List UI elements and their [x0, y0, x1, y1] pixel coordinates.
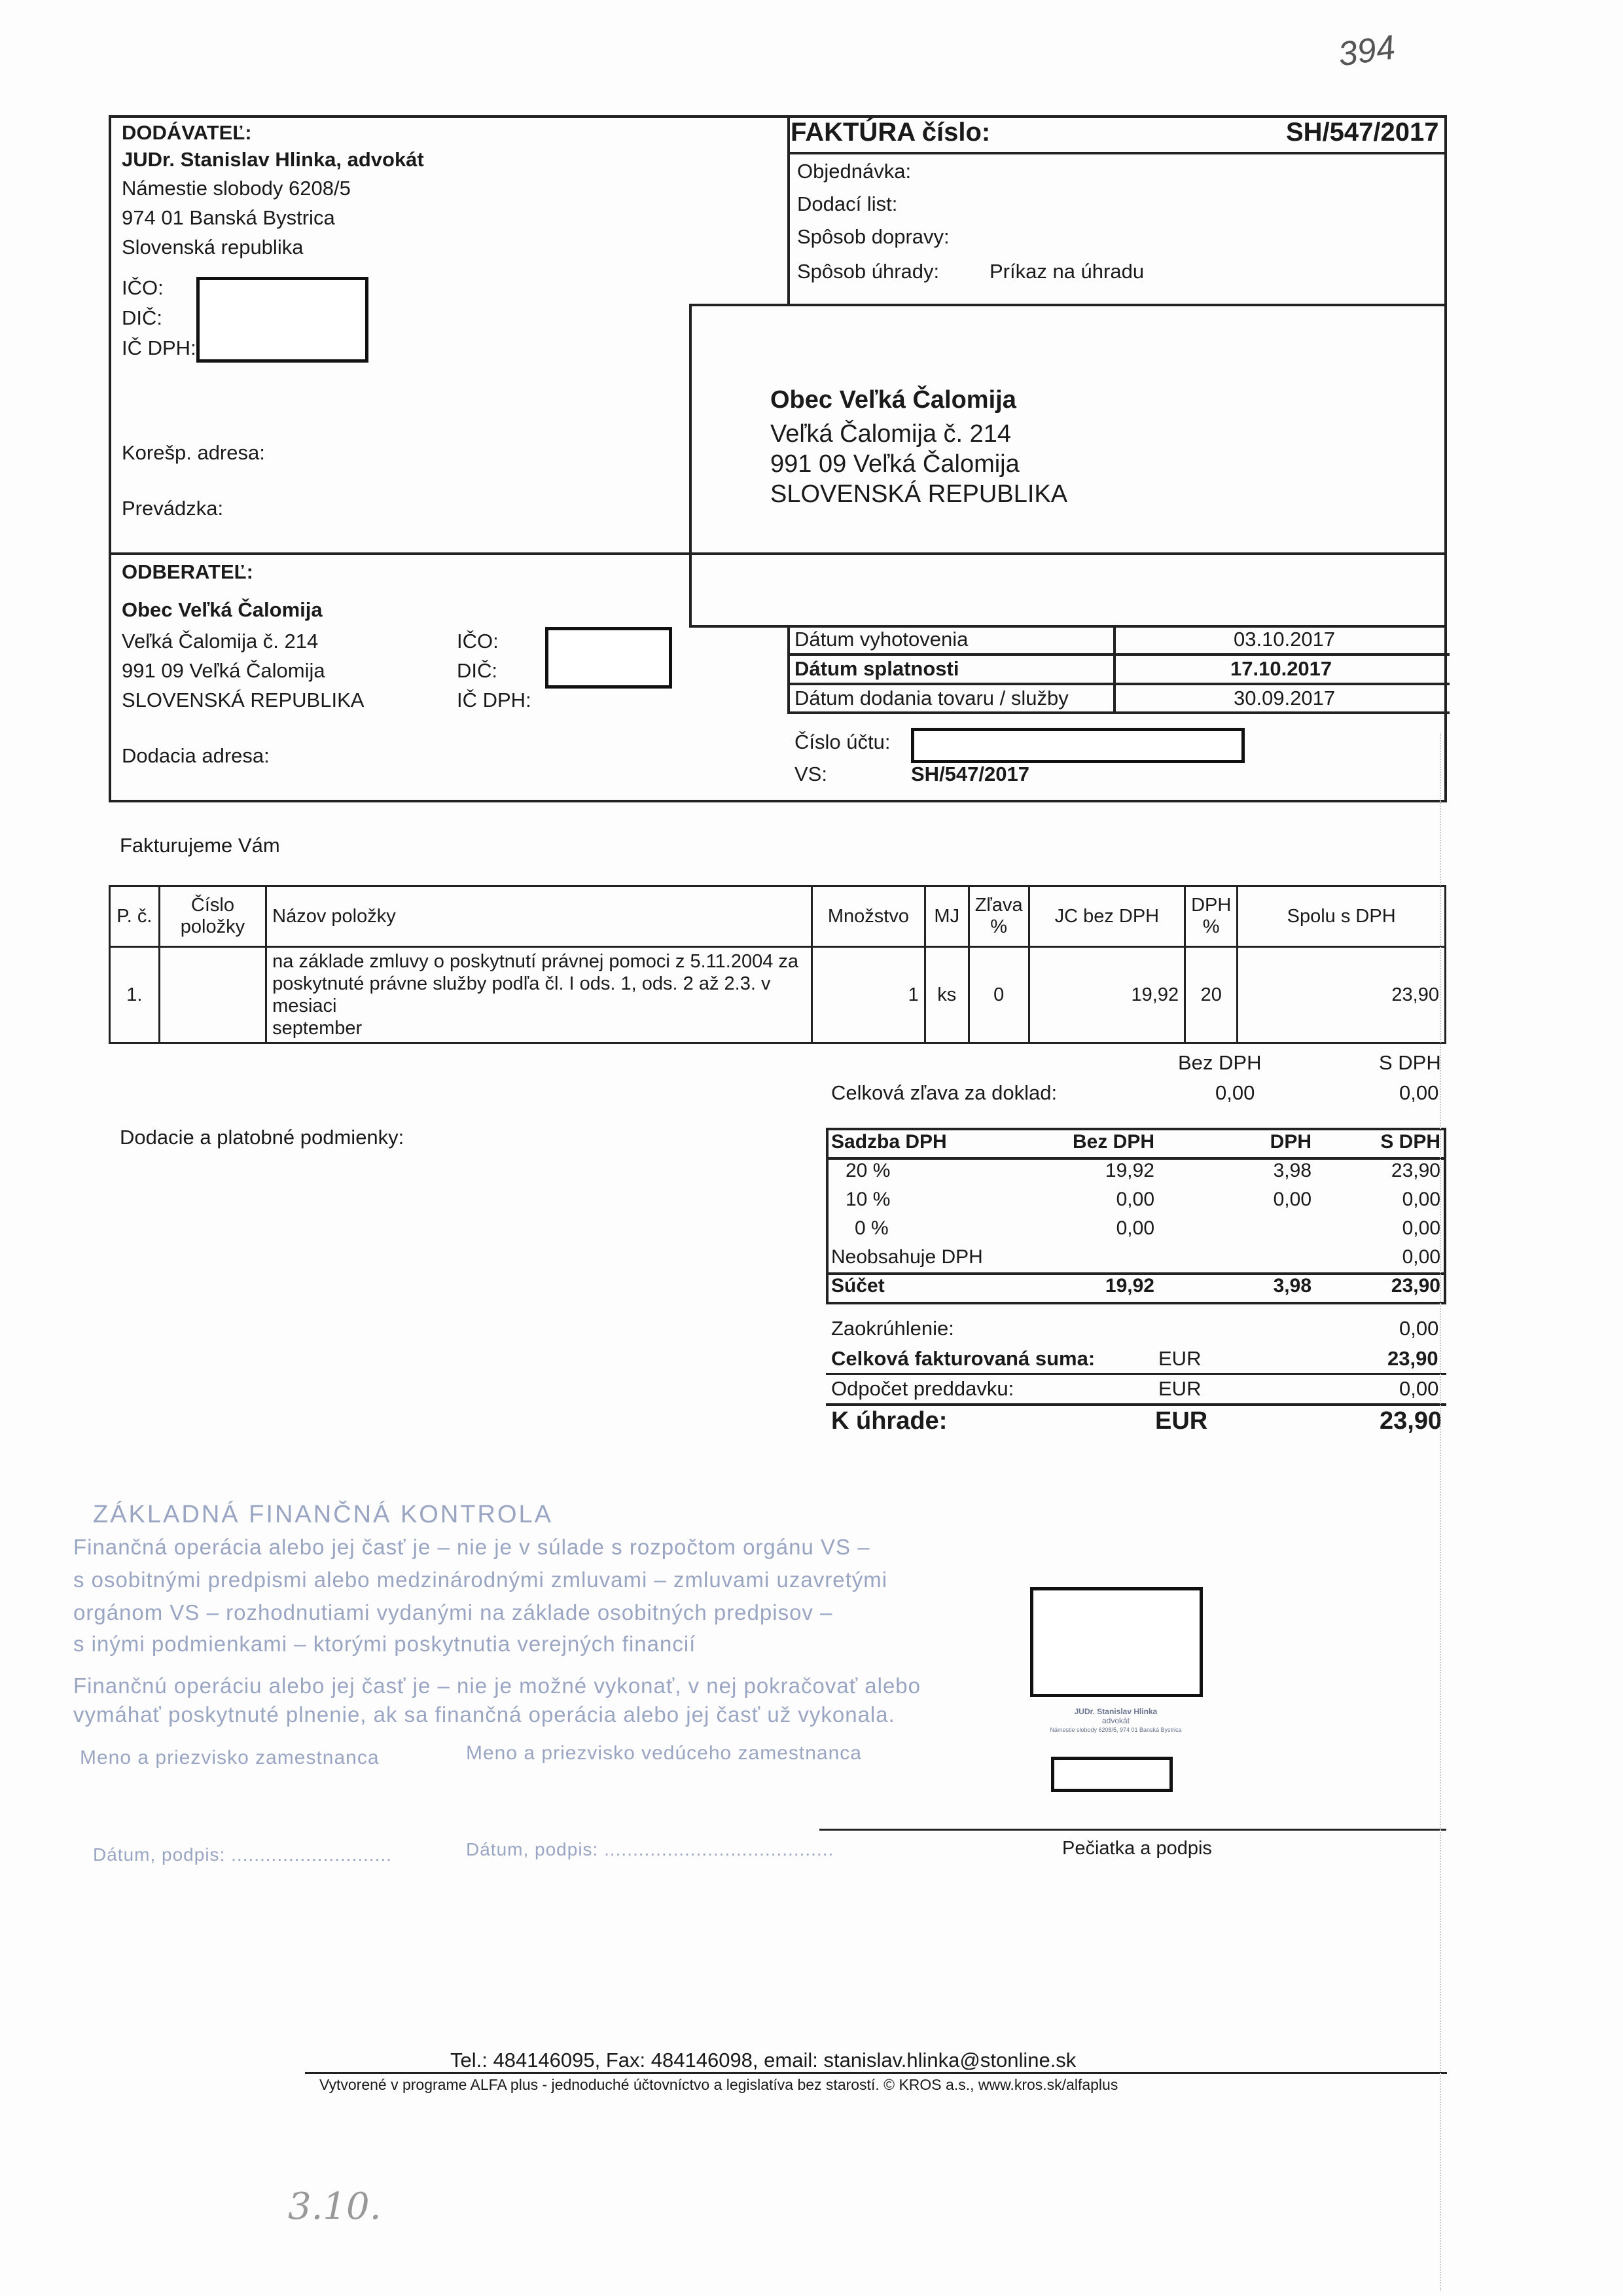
item-total: 23,90 [1238, 947, 1446, 1043]
supplier-seal [1021, 1707, 1211, 1746]
stamp-manager: Meno a priezvisko vedúceho zamestnanca [466, 1742, 862, 1764]
invoiced-currency: EUR [1158, 1347, 1202, 1370]
due-date-value: 17.10.2017 [1230, 657, 1332, 680]
item-code [159, 947, 266, 1043]
vat-rate: Neobsahuje DPH [831, 1246, 983, 1268]
advance-currency: EUR [1158, 1377, 1202, 1400]
customer-heading: ODBERATEĽ: [122, 560, 253, 583]
terms-label: Dodacie a platobné podmienky: [120, 1126, 404, 1149]
supplier-heading: DODÁVATEĽ: [122, 121, 252, 144]
redaction-account [911, 728, 1245, 763]
stamp-line: s osobitnými predpismi alebo medzinárodnými zmluvami – zmluvami uzavretými [73, 1568, 888, 1592]
transport-label: Spôsob dopravy: [797, 225, 950, 248]
supplier-city: 974 01 Banská Bystrica [122, 206, 335, 229]
vat-s: 0,00 [1402, 1246, 1440, 1268]
summary-bez-dph-label: Bez DPH [1178, 1051, 1262, 1074]
stamp-line: vymáhať poskytnuté plnenie, ak sa finančná operácia alebo jej časť už vykonala. [73, 1702, 895, 1727]
col-header-code: Číslo položky [159, 886, 266, 947]
vat-bez: 19,92 [1105, 1160, 1154, 1181]
item-discount: 0 [969, 947, 1029, 1043]
invoice-title: FAKTÚRA číslo: [791, 118, 991, 147]
vat-total-row [826, 1272, 1446, 1300]
rounding-label: Zaokrúhlenie: [831, 1317, 954, 1340]
customer-icdph-label: IČ DPH: [457, 689, 531, 711]
vat-bez: 0,00 [1116, 1217, 1154, 1239]
stamp-line: Finančná operácia alebo jej časť je – nie je v súlade s rozpočtom orgánu VS – [73, 1535, 870, 1559]
supplier-prevadzka-label: Prevádzka: [122, 497, 224, 520]
vat-dph: 0,00 [1273, 1189, 1311, 1210]
customer-street: Veľká Čalomija č. 214 [122, 630, 319, 653]
delivery-date-label: Dátum dodania tovaru / služby [794, 687, 1069, 709]
redaction-signature-small [1051, 1757, 1173, 1792]
signature-label: Pečiatka a podpis [1062, 1838, 1212, 1859]
order-label: Objednávka: [797, 160, 912, 183]
item-qty: 1 [812, 947, 925, 1043]
stamp-title: ZÁKLADNÁ FINANČNÁ KONTROLA [93, 1501, 553, 1528]
vat-total-s: 23,90 [1391, 1275, 1440, 1297]
items-table [109, 885, 1446, 1044]
summary-discount-bez: 0,00 [1215, 1081, 1255, 1104]
vat-total-dph: 3,98 [1273, 1275, 1311, 1297]
recipient-city: 991 09 Veľká Čalomija [770, 450, 1020, 478]
summary-s-dph-label: S DPH [1379, 1051, 1441, 1074]
redaction-supplier-ids [196, 277, 368, 363]
intro-text: Fakturujeme Vám [120, 834, 280, 857]
col-header-total: Spolu s DPH [1238, 886, 1446, 947]
stamp-line: s inými podmienkami – ktorými poskytnutia verejných financií [73, 1632, 696, 1656]
seal-name: JUDr. Stanislav Hlinka [1074, 1707, 1158, 1716]
vat-table [826, 1128, 1446, 1300]
vat-dph [1160, 1214, 1317, 1243]
supplier-icdph-label: IČ DPH: [122, 336, 196, 359]
advance-label: Odpočet preddavku: [831, 1377, 1014, 1400]
item-vat: 20 [1185, 947, 1238, 1043]
col-header-qty: Množstvo [812, 886, 925, 947]
stamp-line: Finančnú operáciu alebo jej časť je – nie je možné vykonať, v nej pokračovať alebo [73, 1674, 921, 1698]
delivery-date-value: 30.09.2017 [1234, 687, 1336, 709]
vat-header-dph: DPH [1270, 1131, 1311, 1153]
vat-s: 0,00 [1402, 1189, 1440, 1210]
vs-label: VS: [794, 762, 827, 785]
amount-due-value: 23,90 [1380, 1407, 1442, 1435]
table-row [826, 1243, 1446, 1272]
redaction-customer-ids [545, 627, 672, 689]
amount-due-label: K úhrade: [831, 1407, 948, 1435]
scan-edge [1440, 733, 1442, 2291]
recipient-country: SLOVENSKÁ REPUBLIKA [770, 480, 1068, 508]
page-mark: 394 [1336, 28, 1398, 74]
customer-dic-label: DIČ: [457, 659, 497, 682]
item-name-line: na základe zmluvy o poskytnutí právnej pomoci z 5.11.2004 za [272, 951, 799, 972]
customer-name: Obec Veľká Čalomija [122, 598, 323, 621]
table-row [826, 1185, 1446, 1214]
vat-rate: 0 % [855, 1217, 889, 1239]
items-header-row [110, 886, 1446, 947]
item-no: 1. [110, 947, 160, 1043]
table-row [826, 1157, 1446, 1185]
vat-s: 0,00 [1402, 1217, 1440, 1239]
stamp-employee: Meno a priezvisko zamestnanca [80, 1747, 380, 1768]
seal-title: advokát [1101, 1716, 1130, 1725]
col-header-name: Názov položky [266, 886, 812, 947]
invoice-number: SH/547/2017 [1286, 118, 1439, 147]
issue-date-value: 03.10.2017 [1234, 628, 1336, 651]
vat-header-rate: Sadzba DPH [831, 1131, 947, 1153]
vat-header-s: S DPH [1380, 1131, 1440, 1153]
seal-address: Námestie slobody 6208/5, 974 01 Banská Bystrica [1050, 1727, 1182, 1733]
invoiced-label: Celková fakturovaná suma: [831, 1347, 1096, 1370]
summary-discount-label: Celková zľava za doklad: [831, 1081, 1058, 1104]
vat-rate: 20 % [846, 1160, 891, 1181]
redaction-signature [1030, 1587, 1203, 1697]
vat-total-label: Súčet [831, 1275, 885, 1297]
recipient-name: Obec Veľká Čalomija [770, 386, 1016, 414]
stamp-line: orgánom VS – rozhodnutiami vydanými na základe osobitných predpisov – [73, 1600, 833, 1624]
handwritten-note: 3.10. [288, 2185, 382, 2228]
customer-delivery-label: Dodacia adresa: [122, 744, 270, 767]
supplier-country: Slovenská republika [122, 236, 304, 259]
supplier-dic-label: DIČ: [122, 306, 162, 329]
customer-ico-label: IČO: [457, 630, 499, 653]
rounding-value: 0,00 [1399, 1317, 1439, 1340]
footer-contact: Tel.: 484146095, Fax: 484146098, email: stanislav.hlinka@stonline.sk [450, 2049, 1077, 2072]
vat-dph: 3,98 [1273, 1160, 1311, 1181]
item-unit-price: 19,92 [1029, 947, 1185, 1043]
invoiced-value: 23,90 [1387, 1347, 1438, 1370]
col-header-unit-price: JC bez DPH [1029, 886, 1185, 947]
vat-s: 23,90 [1391, 1160, 1440, 1181]
account-label: Číslo účtu: [794, 730, 891, 753]
col-header-unit: MJ [925, 886, 969, 947]
payment-method-label: Spôsob úhrady: [797, 260, 940, 283]
due-date-label: Dátum splatnosti [794, 657, 959, 680]
vs-value: SH/547/2017 [911, 762, 1029, 785]
item-name [266, 947, 812, 1043]
item-name-line: poskytnuté právne služby podľa čl. I ods. 1, ods. 2 až 2.3. v mesiaci [272, 973, 771, 1016]
recipient-street: Veľká Čalomija č. 214 [770, 420, 1012, 448]
customer-country: SLOVENSKÁ REPUBLIKA [122, 689, 365, 711]
supplier-koresp-label: Korešp. adresa: [122, 441, 265, 464]
supplier-name: JUDr. Stanislav Hlinka, advokát [122, 148, 424, 171]
col-header-no: P. č. [110, 886, 160, 947]
table-row [826, 1214, 1446, 1243]
vat-bez [1022, 1243, 1160, 1272]
summary-discount-s: 0,00 [1399, 1081, 1439, 1104]
financial-control-stamp [73, 1496, 937, 1888]
vat-bez: 0,00 [1116, 1189, 1154, 1210]
vat-rate: 10 % [846, 1189, 891, 1210]
payment-method-value: Príkaz na úhradu [990, 260, 1145, 283]
delivery-note-label: Dodací list: [797, 192, 898, 215]
footer-software: Vytvorené v programe ALFA plus - jednoduché účtovníctvo a legislatíva bez starostí. © KROS a.s., www.kros.sk/alfaplus [319, 2076, 1118, 2093]
col-header-discount: Zľava % [969, 886, 1029, 947]
stamp-date-sign-2: Dátum, podpis: ........................................ [466, 1839, 834, 1859]
vat-dph [1160, 1243, 1317, 1272]
stamp-date-sign-1: Dátum, podpis: ............................ [93, 1844, 392, 1865]
vat-header-bez: Bez DPH [1072, 1131, 1154, 1153]
item-unit: ks [925, 947, 969, 1043]
customer-city: 991 09 Veľká Čalomija [122, 659, 325, 682]
advance-value: 0,00 [1399, 1377, 1439, 1400]
amount-due-currency: EUR [1155, 1407, 1208, 1435]
item-name-line: september [272, 1018, 363, 1039]
supplier-street: Námestie slobody 6208/5 [122, 177, 351, 200]
supplier-ico-label: IČO: [122, 276, 164, 299]
table-row [110, 947, 1446, 1043]
issue-date-label: Dátum vyhotovenia [794, 628, 969, 651]
vat-header-row [826, 1128, 1446, 1157]
col-header-vat: DPH % [1185, 886, 1238, 947]
vat-total-bez: 19,92 [1105, 1275, 1154, 1297]
